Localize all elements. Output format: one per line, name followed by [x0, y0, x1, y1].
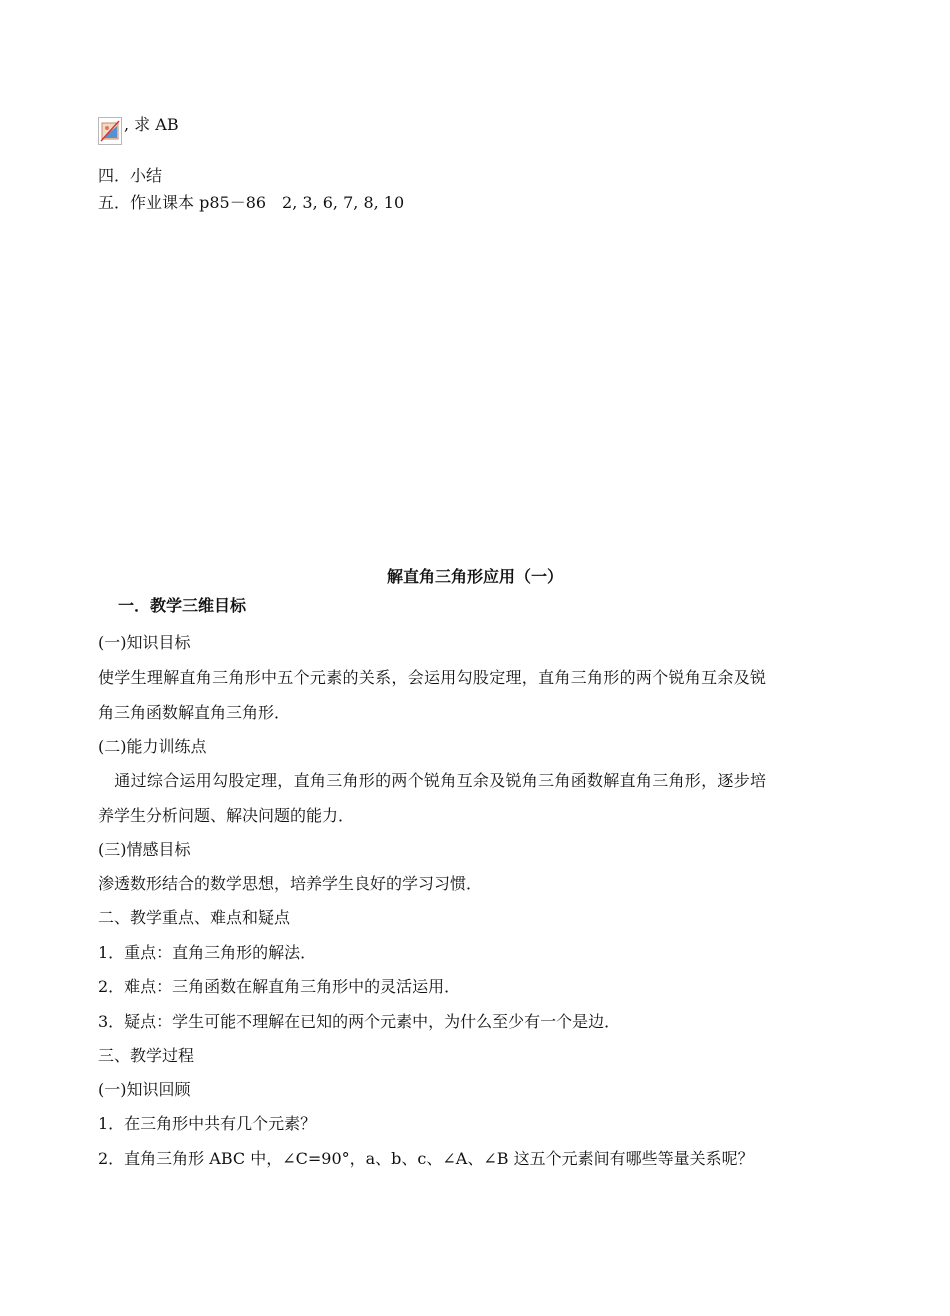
- homework-line: 五．作业课本 p85－86 2, 3, 6, 7, 8, 10: [98, 193, 405, 212]
- section-heading-goals: 一．教学三维目标: [118, 596, 247, 615]
- subheading-ability: (二)能力训练点: [98, 737, 207, 756]
- image-placeholder-icon: [99, 118, 121, 144]
- paragraph-ability-2: 养学生分析问题、解决问题的能力．: [98, 806, 355, 825]
- paragraph-emotion: 渗透数形结合的数学思想，培养学生良好的学习习惯．: [98, 874, 483, 893]
- subheading-review: (一)知识回顾: [98, 1080, 191, 1099]
- subheading-emotion: (三)情感目标: [98, 840, 191, 859]
- key-point-1: 1．重点：直角三角形的解法．: [98, 943, 317, 962]
- page-title: 解直角三角形应用（一）: [386, 567, 563, 586]
- subheading-knowledge: (一)知识目标: [98, 633, 191, 652]
- section-heading-process: 三、教学过程: [98, 1046, 195, 1065]
- ask-ab-text: , 求 AB: [124, 115, 179, 134]
- paragraph-knowledge-1: 使学生理解直角三角形中五个元素的关系，会运用勾股定理，直角三角形的两个锐角互余及锐: [98, 668, 767, 687]
- broken-image-icon: [98, 117, 122, 145]
- paragraph-ability-1: 通过综合运用勾股定理，直角三角形的两个锐角互余及锐角三角函数解直角三角形，逐步培: [98, 771, 767, 790]
- review-question-1: 1．在三角形中共有几个元素？: [98, 1114, 317, 1133]
- key-point-2: 2．难点：三角函数在解直角三角形中的灵活运用．: [98, 977, 461, 996]
- key-point-3: 3．疑点：学生可能不理解在已知的两个元素中，为什么至少有一个是边．: [98, 1012, 621, 1031]
- paragraph-knowledge-2: 角三角函数解直角三角形．: [98, 703, 291, 722]
- summary-heading: 四．小结: [98, 166, 163, 185]
- section-heading-key-points: 二、教学重点、难点和疑点: [98, 908, 291, 927]
- review-question-2: 2．直角三角形 ABC 中，∠C=90°，a、b、c、∠A、∠B 这五个元素间有哪些等量关系呢？: [98, 1149, 754, 1168]
